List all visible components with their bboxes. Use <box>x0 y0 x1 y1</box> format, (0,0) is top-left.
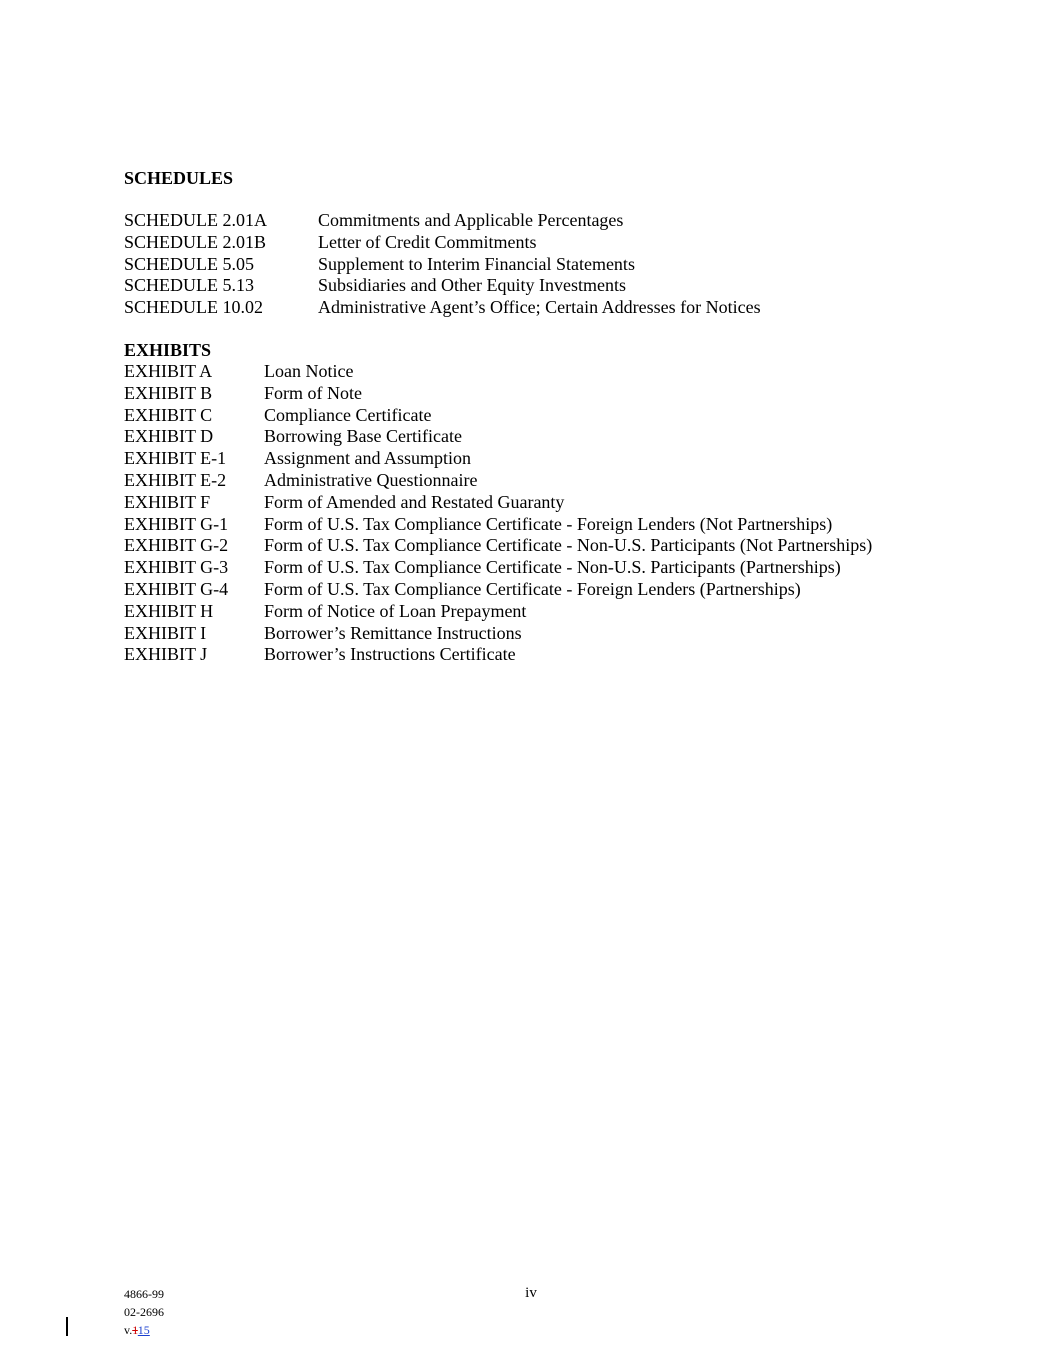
exhibit-code: EXHIBIT A <box>124 361 213 381</box>
exhibit-title: Form of Notice of Loan Prepayment <box>264 600 527 621</box>
exhibit-code: EXHIBIT F <box>124 491 211 512</box>
version-prefix: v. <box>124 1323 133 1337</box>
exhibit-title: Borrower’s Remittance Instructions <box>264 622 522 643</box>
exhibit-row <box>124 383 872 405</box>
exhibit-code: EXHIBIT G-2 <box>124 535 229 556</box>
exhibit-code: EXHIBIT C <box>124 404 213 425</box>
schedule-title: Subsidiaries and Other Equity Investments <box>318 275 626 296</box>
exhibit-title: Compliance Certificate <box>264 404 432 425</box>
schedule-title: Supplement to Interim Financial Statements <box>318 253 635 274</box>
exhibit-row <box>124 492 872 514</box>
schedule-row <box>124 210 761 232</box>
exhibit-row <box>124 426 872 448</box>
exhibit-row <box>124 448 872 470</box>
exhibit-title: Borrowing Base Certificate <box>264 426 462 447</box>
exhibit-code: EXHIBIT G-4 <box>124 578 229 599</box>
schedule-row <box>124 254 761 276</box>
exhibit-code: EXHIBIT H <box>124 600 214 621</box>
exhibit-code: EXHIBIT I <box>124 622 207 643</box>
exhibit-title: Form of Amended and Restated Guaranty <box>264 491 565 512</box>
exhibit-row <box>124 623 872 645</box>
schedule-title: Administrative Agent’s Office; Certain Addresses for Notices <box>318 297 761 318</box>
exhibit-code: EXHIBIT B <box>124 382 213 403</box>
exhibit-title: Form of U.S. Tax Compliance Certificate - Foreign Lenders (Partnerships) <box>264 578 801 599</box>
exhibit-title: Borrower’s Instructions Certificate <box>264 644 516 665</box>
change-bar <box>66 1317 68 1336</box>
exhibit-code: EXHIBIT G-3 <box>124 557 229 578</box>
schedule-code: SCHEDULE 10.02 <box>124 297 263 318</box>
exhibit-title: Form of U.S. Tax Compliance Certificate - Foreign Lenders (Not Partnerships) <box>264 513 833 534</box>
exhibit-row <box>124 535 872 557</box>
exhibit-row <box>124 601 872 623</box>
exhibit-code: EXHIBIT D <box>124 426 214 447</box>
exhibit-row <box>124 361 872 383</box>
schedules-list <box>124 210 761 319</box>
doc-id-line: 4866-99 <box>124 1287 164 1301</box>
page-number: iv <box>525 1285 537 1301</box>
version-deleted: 1 <box>132 1323 138 1337</box>
exhibit-row <box>124 557 872 579</box>
schedule-code: SCHEDULE 5.05 <box>124 253 254 274</box>
doc-id-line: 02-2696 <box>124 1305 164 1319</box>
exhibit-code: EXHIBIT J <box>124 644 208 665</box>
exhibit-title: Loan Notice <box>264 361 354 381</box>
schedule-title: Commitments and Applicable Percentages <box>318 210 624 230</box>
schedule-code: SCHEDULE 2.01A <box>124 210 267 230</box>
schedule-code: SCHEDULE 5.13 <box>124 275 254 296</box>
schedules-heading: SCHEDULES <box>124 168 234 188</box>
schedule-row <box>124 297 761 319</box>
schedule-row <box>124 275 761 297</box>
exhibit-title: Form of U.S. Tax Compliance Certificate - Non-U.S. Participants (Not Partnerships) <box>264 535 873 556</box>
exhibit-code: EXHIBIT E-1 <box>124 448 227 469</box>
exhibit-code: EXHIBIT G-1 <box>124 513 229 534</box>
exhibit-title: Form of Note <box>264 382 362 403</box>
exhibit-code: EXHIBIT E-2 <box>124 469 227 490</box>
exhibit-row <box>124 405 872 427</box>
exhibit-row <box>124 514 872 536</box>
exhibit-row <box>124 579 872 601</box>
exhibits-heading: EXHIBITS <box>124 340 212 360</box>
exhibits-list <box>124 361 872 666</box>
exhibit-title: Form of U.S. Tax Compliance Certificate - Non-U.S. Participants (Partnerships) <box>264 557 841 578</box>
schedule-title: Letter of Credit Commitments <box>318 231 537 252</box>
exhibit-title: Assignment and Assumption <box>264 448 472 469</box>
exhibit-row <box>124 470 872 492</box>
exhibit-row <box>124 644 872 666</box>
version-line <box>124 1321 164 1339</box>
version-inserted: 15 <box>137 1323 150 1337</box>
exhibit-title: Administrative Questionnaire <box>264 469 478 490</box>
schedule-code: SCHEDULE 2.01B <box>124 231 267 252</box>
schedule-row <box>124 232 761 254</box>
